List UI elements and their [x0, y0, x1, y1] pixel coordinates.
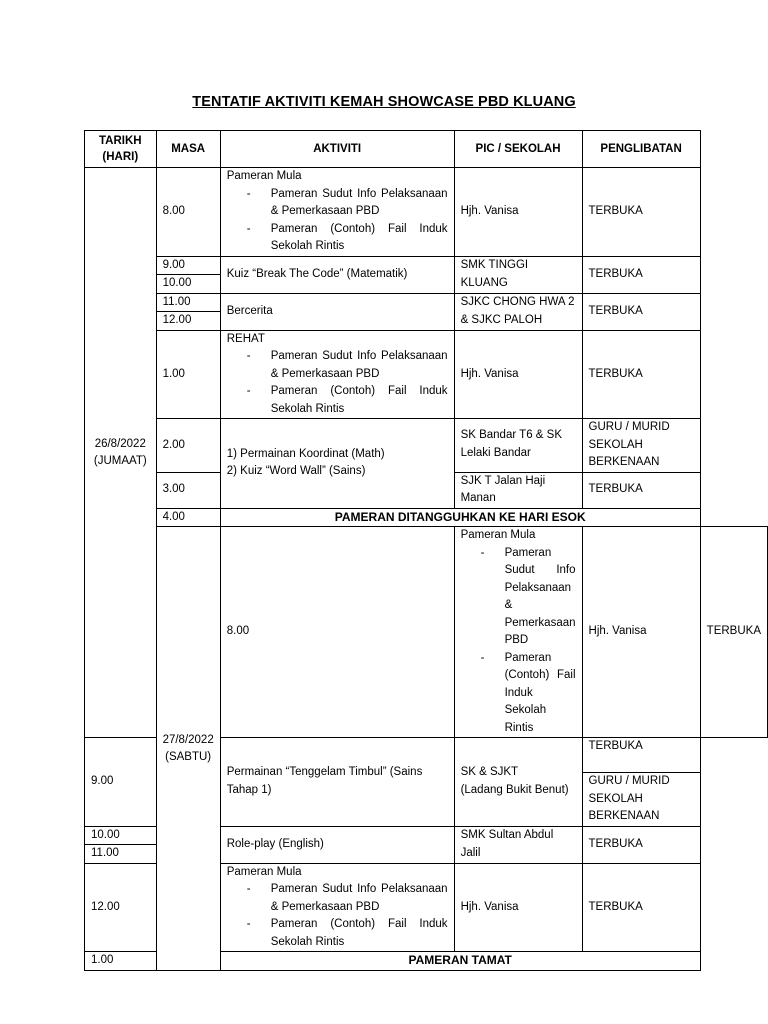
- time-cell: 2.00: [156, 419, 220, 473]
- table-row: [85, 293, 768, 312]
- table-row: [85, 168, 768, 257]
- activity-cell: [220, 863, 454, 952]
- activity-item: - Pameran Sudut Info Pelaksanaan & Pemerkasaan PBD: [227, 186, 448, 221]
- pic-cell: [454, 738, 582, 827]
- pic-cell: SMK Sultan Abdul Jalil: [454, 826, 582, 863]
- activity-cell: Kuiz “Break The Code” (Matematik): [220, 256, 454, 293]
- day2-day: (SABTU): [165, 750, 212, 763]
- pic-cell: Hjh. Vanisa: [454, 863, 582, 952]
- time-cell: 4.00: [156, 508, 220, 527]
- involvement-cell: [582, 773, 700, 827]
- time-cell: 12.00: [156, 312, 220, 331]
- time-cell: 12.00: [85, 863, 157, 952]
- involvement-cell: TERBUKA: [582, 863, 700, 952]
- involvement-line: BERKENAAN: [588, 810, 660, 822]
- activity-item: - Pameran (Contoh) Fail Induk Sekolah Rintis: [227, 221, 448, 256]
- pic-line: SK & SJKT: [460, 766, 519, 779]
- activity-heading: Pameran Mula: [226, 170, 302, 182]
- pic-cell: Hjh. Vanisa: [454, 330, 582, 419]
- activity-cell: Permainan “Tenggelam Timbul” (Sains Tahap 1): [220, 738, 454, 827]
- pic-cell: SJKC CHONG HWA 2 & SJKC PALOH: [454, 293, 582, 330]
- time-cell: 10.00: [85, 826, 157, 845]
- header-pic: PIC / SEKOLAH: [454, 131, 582, 168]
- activity-item: - Pameran Sudut Info Pelaksanaan & Pemerkasaan PBD: [227, 348, 448, 383]
- banner-postponed: PAMERAN DITANGGUHKAN KE HARI ESOK: [220, 508, 700, 527]
- activity-cell: Role-play (English): [220, 826, 454, 863]
- header-time: MASA: [156, 131, 220, 168]
- table-row: [85, 330, 768, 419]
- involvement-cell: TERBUKA: [582, 256, 700, 293]
- table-row: [85, 527, 768, 738]
- time-cell: 11.00: [85, 845, 157, 864]
- activity-heading: Pameran Mula: [460, 529, 536, 541]
- involvement-cell: TERBUKA: [700, 527, 767, 738]
- time-cell: 9.00: [85, 738, 157, 827]
- activity-cell: [220, 330, 454, 419]
- activity-item: - Pameran (Contoh) Fail Induk Sekolah Rintis: [227, 383, 448, 418]
- pic-cell: Hjh. Vanisa: [454, 168, 582, 257]
- activity-line: 2) Kuiz “Word Wall” (Sains): [226, 465, 366, 478]
- pic-cell: SJK T Jalan Haji Manan: [454, 472, 582, 508]
- activity-item: - Pameran Sudut Info Pelaksanaan & Pemerkasaan PBD: [227, 881, 448, 916]
- activity-heading: REHAT: [226, 332, 265, 345]
- pic-cell: SMK TINGGI KLUANG: [454, 256, 582, 293]
- activity-list: [227, 348, 448, 418]
- activity-cell: [220, 168, 454, 257]
- header-involvement: PENGLIBATAN: [582, 131, 700, 168]
- involvement-cell: TERBUKA: [582, 168, 700, 257]
- activity-list: [227, 881, 448, 951]
- activity-cell: Bercerita: [220, 293, 454, 330]
- time-cell: 1.00: [85, 952, 157, 971]
- pic-line: (Ladang Bukit Benut): [460, 783, 569, 796]
- pic-cell: SK Bandar T6 & SK Lelaki Bandar: [454, 419, 582, 473]
- activity-item: - Pameran (Contoh) Fail Induk Sekolah Rintis: [227, 916, 448, 951]
- day1-date: 26/8/2022: [94, 437, 146, 450]
- time-cell: 9.00: [156, 256, 220, 275]
- schedule-table: [84, 130, 768, 971]
- activity-cell: [454, 527, 582, 738]
- day2-date: 27/8/2022: [162, 733, 214, 746]
- activity-item: - Pameran (Contoh) Fail Induk Sekolah Rintis: [461, 650, 576, 738]
- pic-cell: Hjh. Vanisa: [582, 527, 700, 738]
- activity-line: 1) Permainan Koordinat (Math): [226, 447, 385, 460]
- document-title: TENTATIF AKTIVITI KEMAH SHOWCASE PBD KLUANG: [192, 94, 576, 110]
- header-row: [85, 131, 768, 168]
- involvement-cell: TERBUKA: [582, 472, 700, 508]
- time-cell: 10.00: [156, 275, 220, 294]
- day1-day: (JUMAAT): [93, 454, 147, 467]
- involvement-line: SEKOLAH: [588, 792, 643, 805]
- involvement-line: GURU / MURID: [588, 775, 670, 787]
- involvement-cell: TERBUKA: [582, 738, 700, 773]
- involvement-line: SEKOLAH: [588, 438, 643, 451]
- activity-item: - Pameran Sudut Info Pelaksanaan & Pemerkasaan PBD: [461, 545, 576, 650]
- involvement-cell: [582, 419, 700, 473]
- involvement-cell: TERBUKA: [582, 330, 700, 419]
- involvement-line: BERKENAAN: [588, 456, 660, 468]
- activity-list: [227, 186, 448, 256]
- day1-date-cell: [85, 168, 157, 738]
- involvement-line: GURU / MURID: [588, 421, 670, 433]
- time-cell: 3.00: [156, 472, 220, 508]
- banner-end: PAMERAN TAMAT: [220, 952, 700, 971]
- activity-cell: [220, 419, 454, 509]
- involvement-cell: TERBUKA: [582, 293, 700, 330]
- activity-list: [461, 545, 576, 738]
- table-row: [85, 256, 768, 275]
- time-cell: 8.00: [220, 527, 454, 738]
- table-row: [85, 508, 768, 527]
- time-cell: 11.00: [156, 293, 220, 312]
- header-date: TARIKH (HARI): [85, 131, 157, 168]
- activity-heading: Pameran Mula: [226, 865, 302, 878]
- table-row: [85, 419, 768, 473]
- time-cell: 8.00: [156, 168, 220, 257]
- day2-date-cell: [156, 527, 220, 971]
- involvement-cell: TERBUKA: [582, 826, 700, 863]
- time-cell: 1.00: [156, 330, 220, 419]
- header-activity: AKTIVITI: [220, 131, 454, 168]
